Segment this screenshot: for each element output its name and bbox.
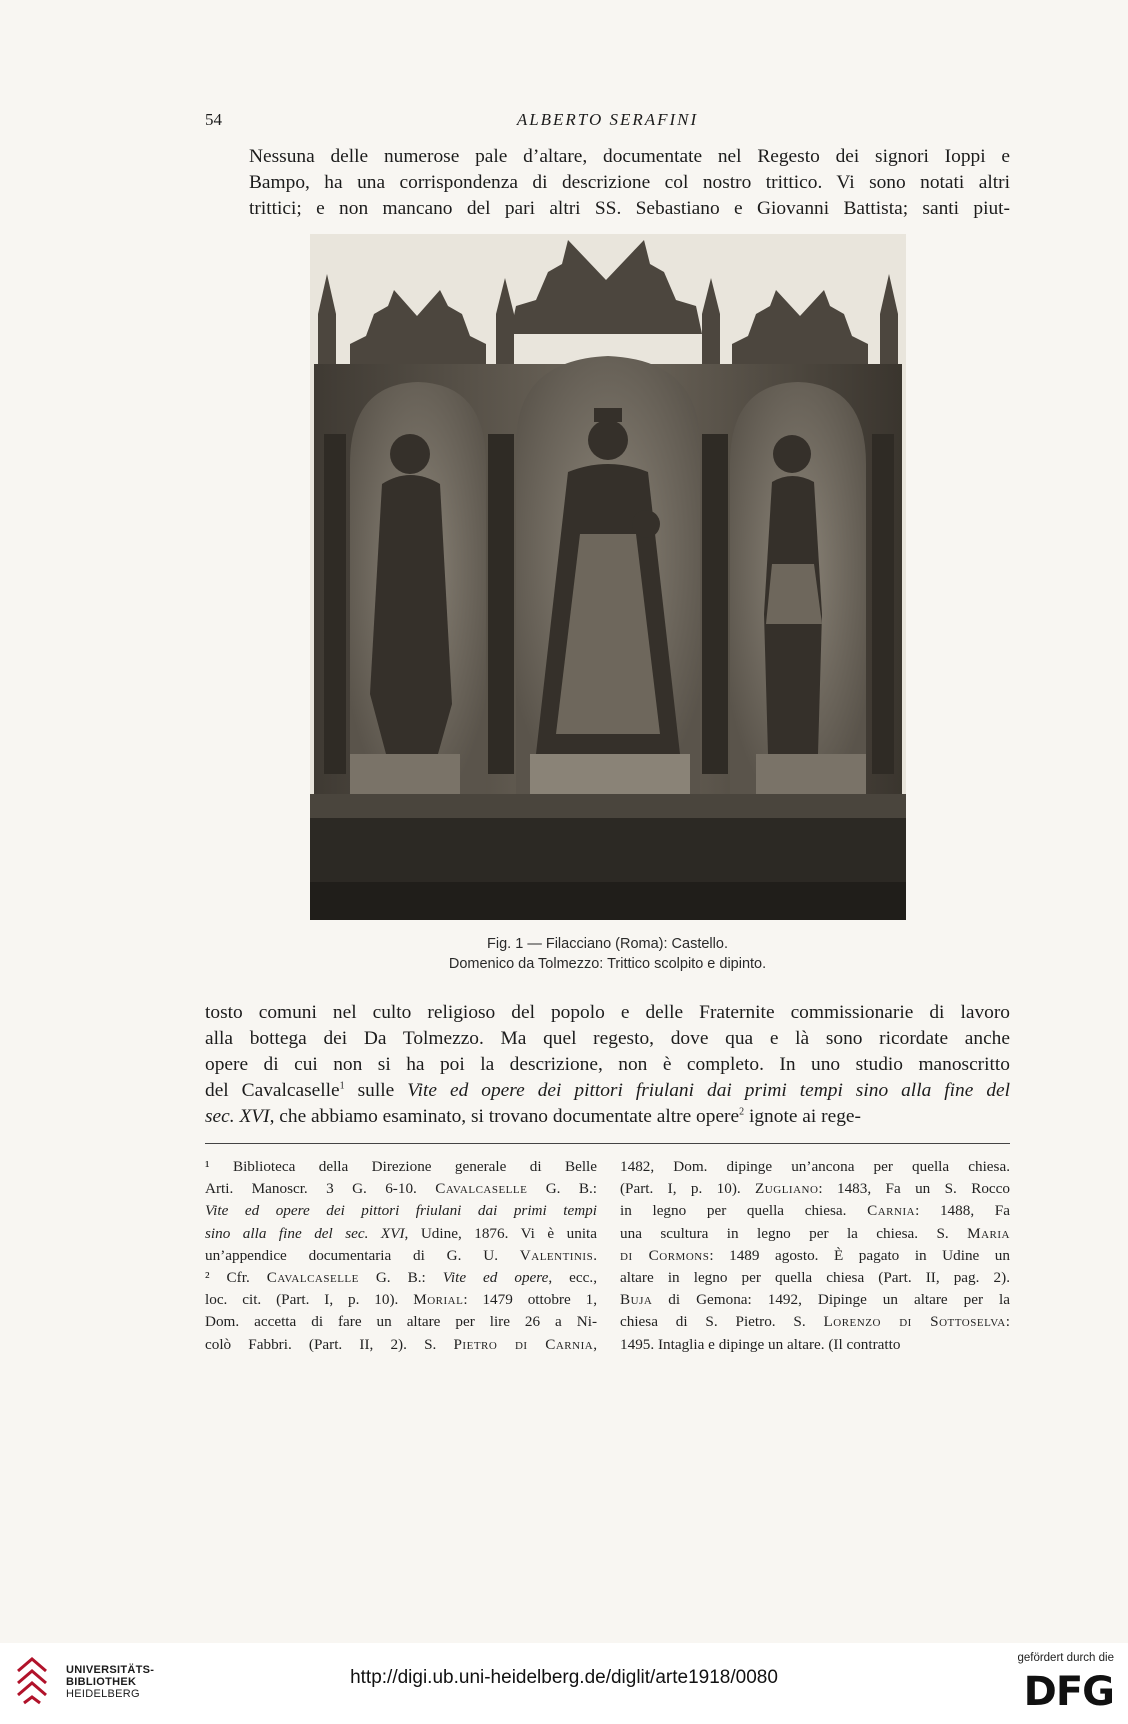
footnote-line: altare in legno per quella chiesa (Part. II, pag. 2). xyxy=(620,1269,1010,1287)
triptych-photo xyxy=(310,234,906,920)
footnote-line: (Part. I, p. 10). Zugliano: 1483, Fa un S. Rocco xyxy=(620,1180,1011,1198)
text-run: ignote ai rege- xyxy=(744,1106,861,1127)
footnotes-left-column xyxy=(205,1156,597,1356)
text-line xyxy=(205,1078,1010,1104)
footnote-line: loc. cit. (Part. I, p. 10). Morial: 1479 ottobre 1, xyxy=(205,1291,597,1309)
page-number: 54 xyxy=(205,110,222,129)
footnote-line: colò Fabbri. (Part. II, 2). S. Pietro di Carnia, xyxy=(205,1335,597,1353)
dfg-logo[interactable]: DFG xyxy=(1023,1669,1114,1715)
italic-title: sec. XVI xyxy=(205,1106,270,1127)
library-footer xyxy=(0,1643,1128,1724)
footnote-line: in legno per quella chiesa. Carnia: 1488, Fa xyxy=(620,1202,1010,1220)
footnote-line: Arti. Manoscr. 3 G. 6-10. Cavalcaselle G. B.: xyxy=(205,1180,597,1198)
footnote-line: sino alla fine del sec. XVI, Udine, 1876. Vi è unita xyxy=(205,1224,597,1242)
footnote-rule xyxy=(205,1143,1010,1144)
running-head: ALBERTO SERAFINI xyxy=(516,110,699,129)
caption-line: Domenico da Tolmezzo: Trittico scolpito e dipinto. xyxy=(448,956,767,972)
permalink-url[interactable]: http://digi.ub.uni-heidelberg.de/diglit/arte1918/0080 xyxy=(350,1667,778,1688)
text-line: Nessuna delle numerose pale d’altare, documentate nel Regesto dei signori Ioppi e xyxy=(249,146,1010,167)
italic-title: Vite ed opere dei pittori friulani dai primi tempi sino alla fine del xyxy=(407,1080,1011,1101)
text-line: Bampo, ha una corrispondenza di descrizione col nostro trittico. Vi sono notati altri xyxy=(249,172,1010,193)
text-line: opere di cui non si ha poi la descrizione, non è completo. In uno studio manoscritto xyxy=(205,1054,1010,1075)
funded-by-label: gefördert durch die xyxy=(1017,1652,1114,1664)
text-line: alla bottega dei Da Tolmezzo. Ma quel regesto, dove qua e là sono ricordate anche xyxy=(205,1028,1010,1049)
figure-caption xyxy=(205,934,1010,974)
page-header xyxy=(205,110,1010,134)
footnote-ref-2[interactable]: 2 xyxy=(739,1106,745,1118)
footnote-line: una scultura in legno per la chiesa. S. Maria xyxy=(620,1224,1010,1242)
footnote-line: ¹ Biblioteca della Direzione generale di Belle xyxy=(205,1158,597,1175)
caption-line: Fig. 1 — Filacciano (Roma): Castello. xyxy=(487,936,728,952)
paragraph-1 xyxy=(205,144,1010,222)
footnote-line: di Cormons: 1489 agosto. È pagato in Udine un xyxy=(620,1246,1010,1264)
footnote-line: 1495. Intaglia e dipinge un altare. (Il contratto xyxy=(620,1335,901,1353)
footnote-line: 1482, Dom. dipinge un’ancona per quella chiesa. xyxy=(620,1158,1010,1175)
footnote-ref-1[interactable]: 1 xyxy=(339,1080,345,1092)
paragraph-2 xyxy=(205,1000,1010,1130)
library-name-line: BIBLIOTHEK xyxy=(66,1676,137,1688)
footnote-line: Vite ed opere dei pittori friulani dai primi tempi xyxy=(205,1202,597,1220)
text-line xyxy=(205,1104,1010,1130)
library-name-line: UNIVERSITÄTS- xyxy=(66,1664,155,1676)
footnote-line: Buja di Gemona: 1492, Dipinge un altare per la xyxy=(620,1291,1010,1309)
footnote-line: ² Cfr. Cavalcaselle G. B.: Vite ed opere, ecc., xyxy=(205,1269,597,1287)
text-run: sulle xyxy=(344,1080,408,1101)
footnote-line: chiesa di S. Pietro. S. Lorenzo di Sottoselva: xyxy=(620,1313,1010,1331)
footnote-line: un’appendice documentaria di G. U. Valentinis. xyxy=(205,1246,597,1264)
text-line: tosto comuni nel culto religioso del popolo e delle Fraternite commissionarie di lavoro xyxy=(205,1002,1010,1023)
text-line: trittici; e non mancano del pari altri SS. Sebastiano e Giovanni Battista; santi piut- xyxy=(249,198,1010,219)
footnote-line: Dom. accetta di fare un altare per lire 26 a Ni- xyxy=(205,1313,597,1331)
library-name-line: HEIDELBERG xyxy=(66,1688,140,1700)
text-run: del Cavalcaselle xyxy=(205,1080,340,1101)
text-run: , che abbiamo esaminato, si trovano documentate altre opere xyxy=(269,1106,740,1127)
footnotes-right-column xyxy=(620,1156,1010,1356)
